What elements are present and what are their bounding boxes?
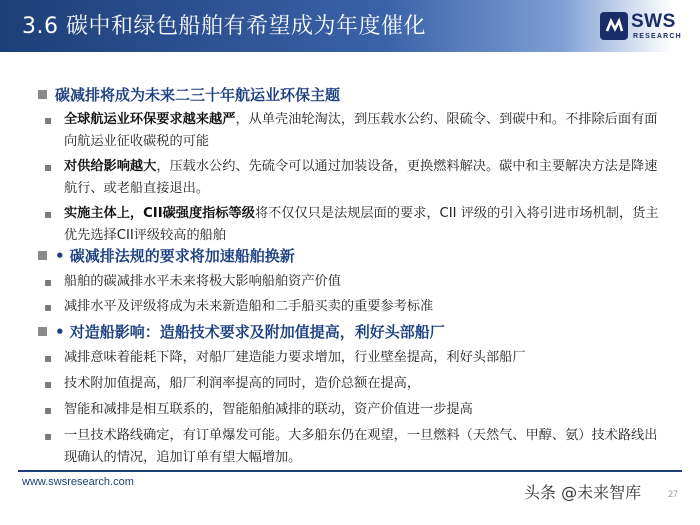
list-item: ▪ 对供给影响越大，压载水公约、先硫令可以通过加装设备，更换燃料解决。碳中和主要解决方法是降速航行、或老船直接退出。	[64, 156, 670, 200]
list-item: ▪ 减排水平及评级将成为未来新造船和二手船买卖的重要参考标准	[64, 296, 670, 318]
bullet-icon: ▪	[44, 429, 53, 443]
list-item: ▪ 减排意味着能耗下降，对船厂建造能力要求增加，行业壁垒提高，利好头部船厂	[64, 347, 670, 369]
bullet-icon: ▪	[44, 160, 53, 174]
page-number: 27	[668, 489, 679, 499]
bullet-icon: ▪	[44, 351, 53, 365]
list-item: ▪ 一旦技术路线确定，有订单爆发可能。大多船东仍在观望，一旦燃料（天然气、甲醇、氨）技术路线出现确认的情况，追加订单有望大幅增加。	[64, 425, 670, 469]
bullet-icon: ▪	[44, 377, 53, 391]
square-bullet-icon	[38, 251, 47, 260]
watermark: 头条 @未来智库	[524, 483, 642, 502]
list-item: ▪ 智能和减排是相互联系的，智能船舶减排的联动，资产价值进一步提高	[64, 399, 670, 421]
bullet-icon: ▪	[44, 300, 53, 314]
page-title: 3.6 碳中和绿色船舶有希望成为年度催化	[22, 14, 426, 39]
list-item: ▪ 技术附加值提高，船厂利润率提高的同时，造价总额在提高，	[64, 373, 670, 395]
square-bullet-icon	[38, 327, 47, 336]
sws-logo	[600, 6, 690, 48]
title-bar	[0, 0, 700, 52]
list-item: ▪ 实施主体上，CII碳强度指标等级将不仅仅只是法规层面的要求，CII 评级的引入将引进市场机制，货主优先选择CII评级较高的船舶	[64, 203, 670, 247]
logo-subtext: RESEARCH	[633, 33, 682, 40]
list-item: ▪ 全球航运业环保要求越来越严，从单壳油轮淘汰，到压载水公约、限硫令、到碳中和。不排除后面有面向航运业征收碳税的可能	[64, 109, 670, 153]
list-item: ▪ 船舶的碳减排水平未来将极大影响船舶资产价值	[64, 271, 670, 293]
sws-logo-mark-icon	[600, 12, 628, 40]
footer-divider	[18, 470, 682, 472]
footer-url-link[interactable]: www.swsresearch.com	[22, 476, 134, 488]
square-bullet-icon	[38, 90, 47, 99]
bullet-icon: ▪	[44, 275, 53, 289]
bullet-icon: ▪	[44, 403, 53, 417]
bullet-icon: ▪	[44, 113, 53, 127]
logo-text: SWS	[631, 11, 676, 32]
bullet-icon: ▪	[44, 207, 53, 221]
